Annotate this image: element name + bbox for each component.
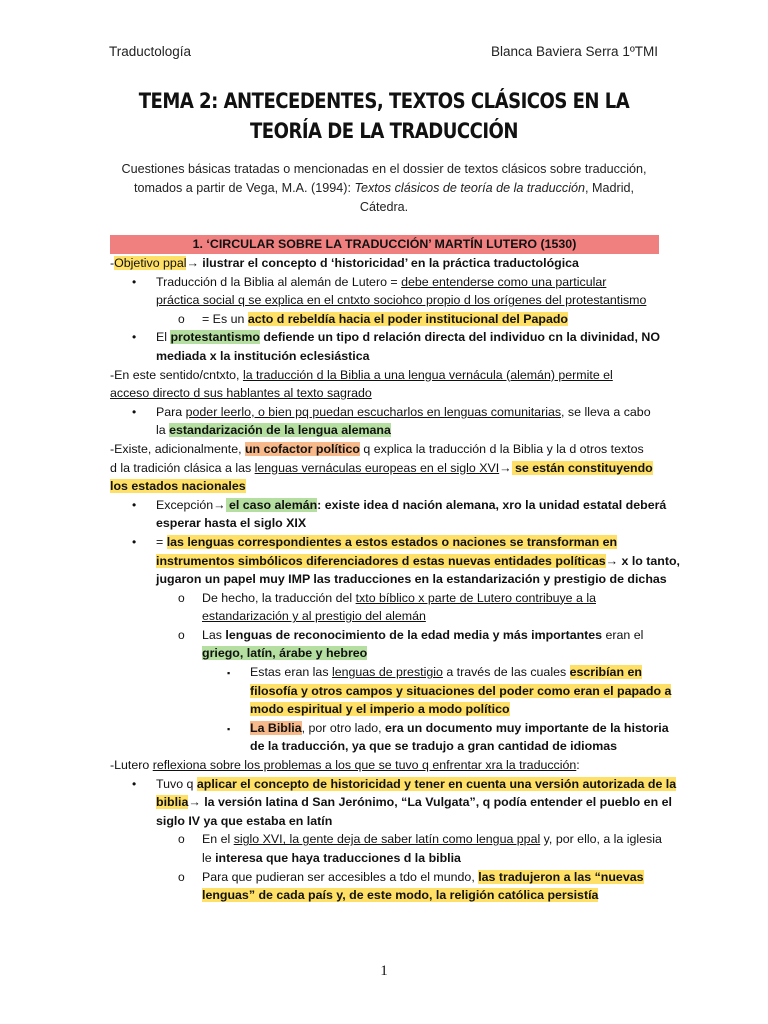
list-item-continuation: esperar hasta el siglo XIX [156, 516, 307, 531]
highlight: el caso alemán [225, 497, 318, 512]
square-bullet-icon: ▪ [227, 723, 231, 734]
text: Tuvo q [156, 776, 197, 791]
header-author: Blanca Baviera Serra 1ºTMI [491, 44, 658, 59]
underlined-text: lenguas de prestigio [331, 665, 443, 680]
intro-line-1: Cuestiones básicas tratadas o mencionadas en el dossier de textos clásicos sobre traducción, [121, 162, 647, 176]
circle-bullet-icon: o [178, 311, 185, 326]
highlight: biblia [156, 795, 189, 810]
arrow-icon: → [605, 553, 619, 568]
list-item [110, 663, 659, 682]
highlight: aplicar el concepto de historicidad y tener en cuenta una versión autorizada de la [196, 776, 677, 791]
highlight: griego, latín, árabe y hebreo [202, 646, 368, 661]
list-item [110, 868, 659, 887]
text: , se lleva a cabo [561, 404, 651, 419]
text: ilustrar el concepto d ‘historicidad’ en la práctica traductológica [198, 256, 579, 270]
highlight: las tradujeron a las “nuevas [478, 869, 644, 884]
highlight: modo espiritual y el imperio a modo político [250, 702, 510, 717]
section-heading: 1. ‘CIRCULAR SOBRE LA TRADUCCIÓN’ MARTÍN LUTERO (1530) [110, 235, 659, 254]
list-item [110, 310, 659, 329]
highlight: protestantismo [170, 330, 260, 345]
list-item-continuation: siglo IV ya que estaba en latín [156, 813, 333, 828]
list-item-continuation: de la traducción, ya que se tradujo a gran cantidad de idiomas [250, 739, 617, 754]
list-item [110, 775, 677, 794]
highlight: estandarización de la lengua alemana [169, 423, 391, 438]
list-item-continuation [110, 552, 681, 571]
text: - [110, 256, 115, 270]
highlight: lenguas” de cada país y, de este modo, la religión católica persistía [202, 888, 599, 903]
list-item-continuation: mediada x la institución eclesiástica [156, 348, 370, 363]
square-bullet-icon: ▪ [227, 668, 231, 679]
text: Para [156, 404, 186, 419]
text: Estas eran las [250, 665, 332, 680]
underlined-text: txto bíblico x parte de Lutero contribuye a la [355, 590, 596, 605]
list-item [110, 830, 662, 849]
text: , por otro lado, [301, 720, 385, 735]
underlined-text: práctica social q se explica en el cntxto sociohco propio d los orígenes del protestantismo [156, 293, 647, 308]
underlined-text: debe entenderse como una particular [401, 274, 607, 289]
circle-bullet-icon: o [178, 832, 185, 847]
highlight: acto d rebeldía hacia el poder institucional del Papado [247, 311, 568, 326]
document-title [131, 86, 637, 146]
list-item [110, 328, 659, 347]
text: : [576, 758, 580, 773]
highlight: se están constituyendo [511, 460, 653, 475]
text: x lo tanto, [618, 553, 681, 568]
list-item-continuation [110, 644, 659, 663]
circle-bullet-icon: o [178, 590, 185, 605]
arrow-icon: → [213, 497, 226, 512]
text: le [202, 851, 216, 865]
highlight: las lenguas correspondientes a estos estados o naciones se transforman en [166, 534, 618, 549]
text: De hecho, la traducción del [202, 590, 356, 605]
list-item-continuation [110, 421, 659, 440]
text: : existe idea d nación alemana, xro la unidad estatal deberá [317, 497, 667, 512]
bullet-icon: • [132, 274, 137, 289]
paragraph-continuation [110, 477, 659, 496]
underlined-text: estandarización y al prestigio del alemán [202, 609, 426, 624]
text: lenguas de reconocimiento de la edad media y más importantes [225, 627, 603, 642]
circle-bullet-icon: o [178, 869, 185, 884]
text: defiende un tipo d relación directa del individuo cn la divinidad, NO [259, 330, 660, 345]
highlight: un cofactor político [244, 441, 360, 456]
text: era un documento muy importante de la historia [384, 720, 669, 735]
notes-body [110, 235, 681, 905]
text: El [156, 330, 171, 345]
text: = [156, 534, 167, 549]
text: Para que pudieran ser accesibles a tdo el mundo, [202, 869, 479, 884]
list-item [110, 626, 659, 645]
circle-bullet-icon: o [178, 627, 185, 642]
header-course: Traductología [109, 44, 192, 59]
text: eran el [602, 627, 644, 642]
paragraph-continuation [110, 459, 659, 478]
highlight: instrumentos simbólicos diferenciadores d estas nuevas entidades políticas [156, 553, 606, 568]
list-item-continuation [110, 607, 659, 626]
text: y, por ello, a la iglesia [540, 832, 662, 847]
text: = Es un [202, 311, 248, 326]
paragraph [110, 440, 659, 459]
title-line-2: TEORÍA DE LA TRADUCCIÓN [250, 119, 518, 143]
highlight: filosofía y otros campos y situaciones del poder como eran el papado a [250, 683, 672, 698]
title-line-1: TEMA 2: ANTECEDENTES, TEXTOS CLÁSICOS EN LA [138, 89, 630, 113]
underlined-text: lenguas vernáculas europeas en el siglo XVI [254, 460, 500, 475]
list-item-continuation: jugaron un papel muy IMP las traducciones en la estandarización y prestigio de dichas [156, 572, 667, 587]
highlight: La Biblia [250, 720, 302, 735]
underlined-text: siglo XVI, la gente deja de saber latín como lengua ppal [233, 832, 541, 847]
text: Las [202, 627, 226, 642]
list-item-continuation [110, 682, 672, 701]
book-title: Textos clásicos de teoría de la traducción [354, 181, 586, 195]
text: -En este sentido/cntxto, [110, 367, 243, 382]
text: q explica la traducción d la Biblia y la d otros textos [359, 441, 644, 456]
highlight: los estados nacionales [110, 479, 246, 494]
text: d la tradición clásica a las [110, 460, 255, 475]
arrow-icon: → [186, 256, 199, 270]
list-item [110, 589, 659, 608]
list-item-continuation [110, 793, 672, 812]
list-item-continuation [110, 849, 659, 868]
text: interesa que haya traducciones d la biblia [215, 851, 461, 865]
underlined-text: reflexiona sobre los problemas a los que se tuvo q enfrentar xra la traducción [152, 758, 577, 773]
text: la versión latina d San Jerónimo, “La Vulgata”, q podía entender el pueblo en el [200, 795, 672, 810]
text: Traducción d la Biblia al alemán de Lutero = [156, 274, 402, 289]
bullet-icon: • [132, 776, 137, 791]
underlined-text: la traducción d la Biblia a una lengua vernácula (alemán) permite el [242, 367, 613, 382]
intro-line-2 [110, 179, 658, 198]
underlined-text: acceso directo d sus hablantes al texto sagrado [110, 386, 372, 401]
bullet-icon: • [132, 497, 137, 512]
underlined-text: poder leerlo, o bien pq puedan escucharlos en lenguas comunitarias [185, 404, 562, 419]
text: -Lutero [110, 758, 153, 773]
arrow-icon: → [188, 795, 201, 810]
highlight: escribían en [569, 665, 642, 680]
intro-text: tomados a partir de Vega, M.A. (1994): [133, 181, 355, 195]
text: En el [202, 832, 234, 847]
paragraph [110, 756, 659, 775]
intro-line-3: Cátedra. [359, 200, 409, 214]
paragraph [110, 366, 659, 385]
list-item-continuation [110, 886, 659, 905]
bullet-icon: • [132, 330, 137, 345]
arrow-icon: → [499, 460, 512, 475]
text: Excepción [156, 497, 214, 512]
list-item [110, 496, 667, 515]
list-item-continuation [110, 700, 659, 719]
intro-paragraph [110, 160, 658, 217]
paragraph-continuation [110, 384, 659, 403]
list-item [110, 403, 659, 422]
page-number: 1 [380, 963, 388, 979]
list-item-continuation [110, 291, 659, 310]
list-item [110, 533, 659, 552]
intro-text: , Madrid, [585, 181, 635, 195]
text: -Existe, adicionalmente, [110, 441, 245, 456]
list-item [110, 273, 659, 292]
list-item [110, 719, 669, 738]
text: la [156, 423, 170, 438]
bullet-icon: • [132, 404, 137, 419]
paragraph-objetivo [110, 254, 659, 273]
highlight: Objetivo ppal [114, 256, 187, 270]
text: a través de las cuales [442, 665, 570, 680]
bullet-icon: • [132, 534, 137, 549]
